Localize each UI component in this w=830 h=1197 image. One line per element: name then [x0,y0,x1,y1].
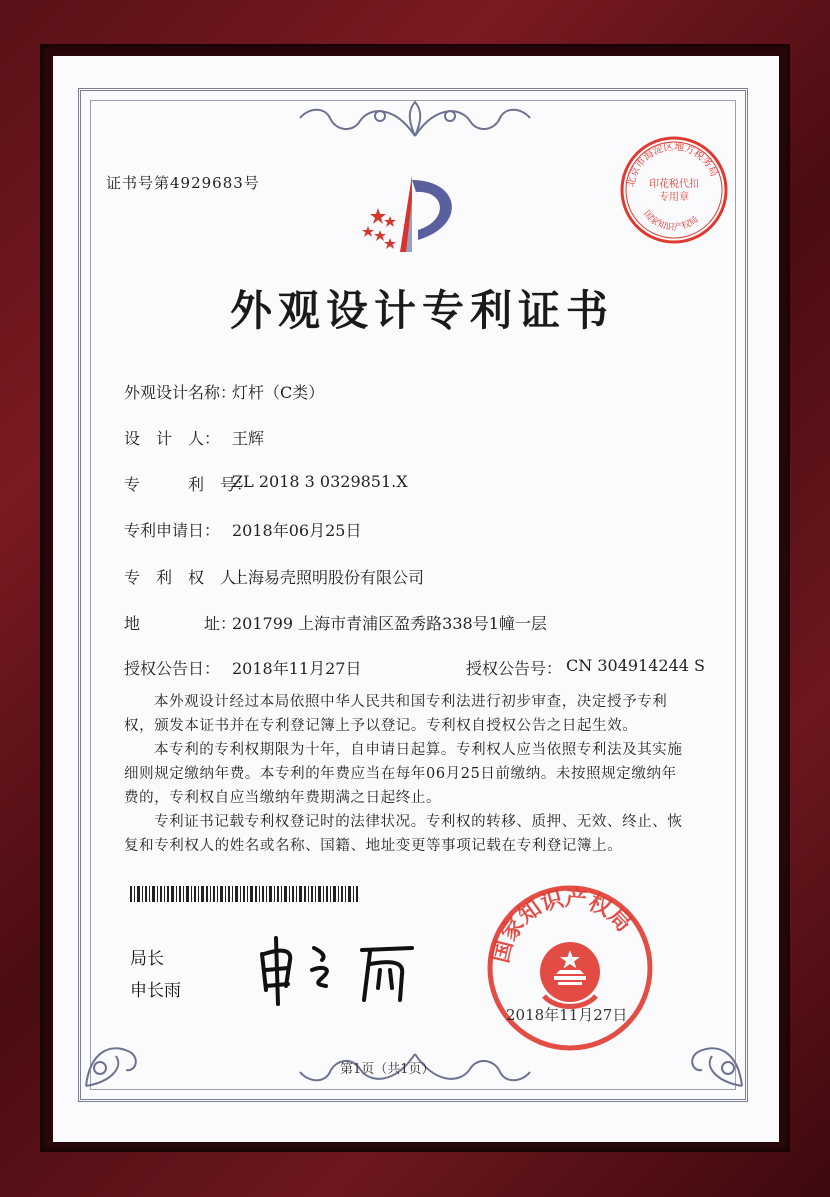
grant-date-label: 授权公告日： [124,659,221,678]
address-value: 201799 上海市青浦区盈秀路338号1幢一层 [232,614,547,633]
patentee-label: 专 利 权 人： [124,568,253,587]
corner-ornament-bottom-left [80,1012,160,1092]
tax-stamp-bottom-text: 国家知识产权局 [641,208,701,234]
seal-date: 2018年11月27日 [506,1006,628,1024]
design-name-label: 外观设计名称： [124,383,237,402]
handwritten-signature [252,930,422,1010]
certificate-number: 证书号第4929683号 [106,174,260,192]
page-footer: 第1页（共1页） [340,1062,435,1077]
tax-stamp-text: 北京市海淀区地方税务局 [625,141,720,189]
signature-name: 申长雨 [130,981,181,1001]
filing-date-value: 2018年06月25日 [232,521,362,540]
national-ip-office-seal [486,884,654,1052]
paragraph-term: 本专利的专利权期限为十年，自申请日起算。专利权人应当依照专利法及其实施细则规定缴纳年费。本专利的年费应当在每年06月25日前缴纳。未按照规定缴纳年费的，专利权自应当缴纳年费期满之日起终止。 [124,742,683,806]
designer-value: 王辉 [232,429,265,448]
signature-title: 局长 [130,949,164,969]
tax-stamp [618,134,730,246]
grant-date-value: 2018年11月27日 [232,659,362,678]
tax-stamp-inner-text: 印花税代扣专用章 [649,179,699,203]
designer-label: 设 计 人： [124,429,221,448]
seal-text: 国家知识产权局 [487,885,637,966]
barcode [130,886,360,902]
filing-date-label: 专利申请日： [124,521,221,540]
grant-number-value: CN 304914244 S [566,656,705,675]
patentee-value: 上海易壳照明股份有限公司 [232,568,425,587]
paragraph-grant: 本外观设计经过本局依照中华人民共和国专利法进行初步审查，决定授予专利权，颁发本证书并在专利登记簿上予以登记。专利权自授权公告之日起生效。 [124,694,668,734]
page-title: 外观设计专利证书 [230,286,615,335]
address-label: 地 址： [124,614,237,633]
patent-number-label: 专 利 号： [124,475,253,494]
patent-number-value: ZL 2018 3 0329851.X [232,472,408,491]
top-scroll-ornament [290,96,540,146]
corner-ornament-bottom-right [668,1012,748,1092]
patent-office-logo-icon [350,170,470,260]
grant-number-label: 授权公告号： [466,659,563,678]
paragraph-legal-status: 专利证书记载专利权登记时的法律状况。专利权的转移、质押、无效、终止、恢复和专利权人的姓名或名称、国籍、地址变更等事项记载在专利登记簿上。 [124,814,683,854]
svg-text:国家知识产权局 [641,208,700,233]
design-name-value: 灯杆（C类） [232,383,325,402]
